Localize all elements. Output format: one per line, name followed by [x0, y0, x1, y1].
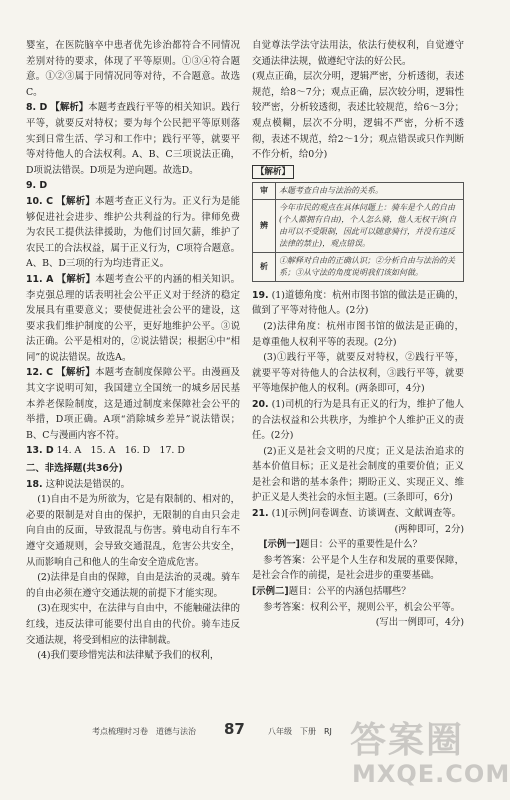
answer-paragraph — [252, 319, 464, 350]
analysis-row — [253, 252, 464, 281]
watermark-text: 答案圈 — [350, 720, 465, 761]
analysis-box-title: 【解析】 — [252, 165, 294, 179]
right-column-top — [252, 38, 464, 163]
answer-text: (2)法律角度：杭州市图书馆的做法是正确的，是尊重他人权利平等的表现。(2分) — [252, 320, 464, 348]
analysis-label: 【解析】 — [56, 273, 96, 285]
question-number: 11. A — [26, 273, 54, 285]
analysis-row-content: 今年市民的观点在具体问题上：骑车是个人的自由(个人都拥有自由)，个人怎么骑，他人无权干涉(自由可以不受限制，因此可以随意骑行，并没有违反法律的禁止)，观点错误。 — [276, 199, 464, 252]
page-footer — [0, 722, 489, 740]
answer-item — [26, 272, 240, 366]
answer-text: (2)正义是社会文明的尺度；正义是法治追求的基本价值目标；正义是社会制度的重要价值；正义是社会和谐的基本条件；期盼正义、实现正义、维护正义是人类社会的永恒主题。(三条即可，6分) — [252, 445, 464, 504]
answer-paragraph — [252, 584, 464, 600]
answer-text: (1)自由不是为所欲为，它是有限制的、相对的，必要的限制是对自由的保护，无限制的自由只会走向自由的反面，导致混乱与伤害。骑电动自行车不遵守交通规则，会导致交通混乱，危害公共安全，从而影响自己和他人的生命安全造成危害。 — [26, 494, 240, 568]
answer-item — [26, 477, 240, 493]
question-number: 8. D — [26, 102, 48, 114]
answer-text: (写出一例即可，4分) — [375, 617, 464, 629]
analysis-label: 【解析】 — [56, 367, 96, 379]
answer-text: (1)司机的行为是具有正义的行为，维护了他人的合法权益和公共秩序，为维护个人维护正义的责任。(2分) — [252, 398, 464, 442]
question-number: 20. — [252, 398, 269, 410]
question-number: 18. — [26, 478, 43, 490]
answer-text: (3)①践行平等，就要反对特权，②践行平等，就要平等对待他人的合法权利，③践行平等，就要平等地保护他人的权利。(两条即可，4分) — [252, 352, 464, 395]
answer-item — [26, 194, 240, 272]
analysis-row-head: 析 — [253, 252, 276, 281]
answer-paragraph — [252, 615, 464, 631]
example-label: [示例一] — [263, 539, 300, 551]
answer-paragraph — [252, 69, 464, 163]
answer-paragraph — [26, 492, 240, 570]
analysis-row-content: 本题考查自由与法治的关系。 — [276, 182, 464, 199]
answer-paragraph — [252, 444, 464, 506]
watermark-url: MXQE.COM — [352, 760, 510, 788]
answer-text: 题目：公平的内涵包括哪些？ — [288, 586, 411, 598]
analysis-row-head: 辨 — [253, 199, 276, 252]
answer-paragraph — [26, 38, 240, 100]
answer-paragraph — [26, 648, 240, 664]
answer-text: (1)[示例]问卷调查、访谈调查、文献调查等。 — [271, 508, 461, 520]
question-number: 9. D — [26, 180, 48, 192]
question-number: 21. — [252, 508, 269, 520]
footer-book-title: 考点梳理时习卷 道德与法治 — [92, 727, 196, 736]
answer-paragraph — [252, 38, 464, 69]
analysis-row — [253, 199, 464, 252]
answer-item — [26, 443, 240, 459]
answer-item — [26, 100, 240, 178]
analysis-row — [253, 182, 464, 199]
analysis-label: 【解析】 — [56, 195, 96, 207]
section-heading: 二、非选择题(共36分) — [26, 463, 123, 475]
analysis-table — [252, 182, 464, 282]
answer-item — [252, 288, 464, 319]
answer-text: (2)法律是自由的保障，自由是法治的灵魂。骑车的自由必须在遵守交通法规的前提下才能实现。 — [26, 572, 240, 599]
right-column — [252, 38, 464, 631]
answer-paragraph — [252, 553, 464, 584]
answer-text: (两种即可，2分) — [394, 523, 464, 535]
answer-text: 参考答案：权利公平，规则公平，机会公平等。 — [263, 601, 461, 613]
answer-text: 这种说法是错误的。 — [45, 478, 130, 490]
answer-text: 自觉尊法学法守法用法，依法行使权利，自觉遵守交通法律法规，做遵纪守法的好公民。 — [252, 40, 464, 67]
answer-paragraph — [26, 601, 240, 648]
left-column — [26, 38, 240, 664]
answer-text: (3)在现实中，在法律与自由中，不能触碰法律的红线，违反法律可能要付出自由的代价。骑车违反交通法规，将受到相应的法律制裁。 — [26, 603, 240, 646]
answer-paragraph — [252, 600, 464, 616]
question-number: 12. C — [26, 367, 54, 379]
answer-text: 本题考查公平的内涵的相关知识。李克强总理的话表明社会公平正义对于经济的稳定发展具有重要意义；要使促进社会公平的建设，这要求我们维护制度的公平，更好地维护公平。③说法正确。公平是相对的，②说法错误；根据④中“相同”的说法错误。故选A。 — [26, 273, 240, 363]
question-number: 13. D — [26, 445, 54, 457]
right-column-bottom — [252, 288, 464, 631]
answer-item — [26, 178, 240, 194]
answer-text: 14. A 15. A 16. D 17. D — [56, 445, 185, 457]
question-number: 10. C — [26, 195, 54, 207]
answer-paragraph — [26, 570, 240, 601]
footer-grade: 八年级 下册 RJ — [268, 727, 332, 736]
answer-text: 婴室，在医院脑卒中患者优先诊治都符合不同情况差别对待的要求，体现了平等原则。①③④符合题意。①②③属于同情况同等对待，不合题意。故选C。 — [26, 40, 240, 98]
analysis-row-head: 审 — [253, 182, 276, 199]
answer-text: 题目：公平的重要性是什么？ — [299, 539, 422, 551]
answer-item — [252, 397, 464, 444]
answer-text: 本题考查正义行为。正义行为是能够促进社会进步、维护公共利益的行为。律师免费为农民工提供法律援助，为他们讨回欠薪，维护了农民工的合法权益，属于正义行为，C项符合题意。A、B、D三项的行为均违背正义。 — [26, 195, 240, 270]
answer-text: (1)道德角度：杭州市图书馆的做法是正确的，做到了平等对待他人。(2分) — [252, 289, 464, 317]
example-label: [示例二] — [252, 586, 289, 598]
answer-paragraph — [252, 537, 464, 553]
analysis-box — [252, 163, 464, 282]
analysis-label: 【解析】 — [50, 102, 89, 114]
answer-text: (观点正确，层次分明，逻辑严密，分析透彻，表述规范，给8～7分；观点正确，层次较分明，逻辑性较严密，分析较透彻，表述比较规范，给6～3分；观点模糊，层次不分明，逻辑不严密，分析不透彻，表述不规范，给2～1分；观点错误或只作判断不作分析，给0分) — [252, 71, 464, 161]
analysis-row-content: ①解释对自由的正确认识；②分析自由与法治的关系；③从守法的角度说明我们该如何做。 — [276, 252, 464, 281]
answer-text: 参考答案：公平是个人生存和发展的重要保障，是社会合作的前提，是社会进步的重要基础。 — [252, 554, 464, 582]
question-number: 19. — [252, 289, 269, 301]
answer-text: 本题考查践行平等的相关知识。践行平等，就要反对特权；要为每个公民把平等原则落实到日常生活、学习和工作中；践行平等，就要平等对待他人的合法权利。A、B、C三项说法正确，D项说法错误。D项是为逆向题。故选D。 — [26, 102, 240, 176]
answer-paragraph — [252, 522, 464, 538]
answer-text: (4)我们要珍惜宪法和法律赋予我们的权利， — [37, 650, 220, 662]
answer-text: 本题考查制度保障公平。由漫画及其文字说明可知，我国建立全国统一的城乡居民基本养老保险制度，这是通过制度来保障社会公平的举措，D项正确。A项“消除城乡差异”说法错误；B、C与漫画内容不符。 — [26, 367, 240, 441]
answer-item — [252, 506, 464, 522]
answer-paragraph — [252, 350, 464, 397]
page-number: 87 — [224, 720, 245, 738]
answer-item — [26, 365, 240, 443]
